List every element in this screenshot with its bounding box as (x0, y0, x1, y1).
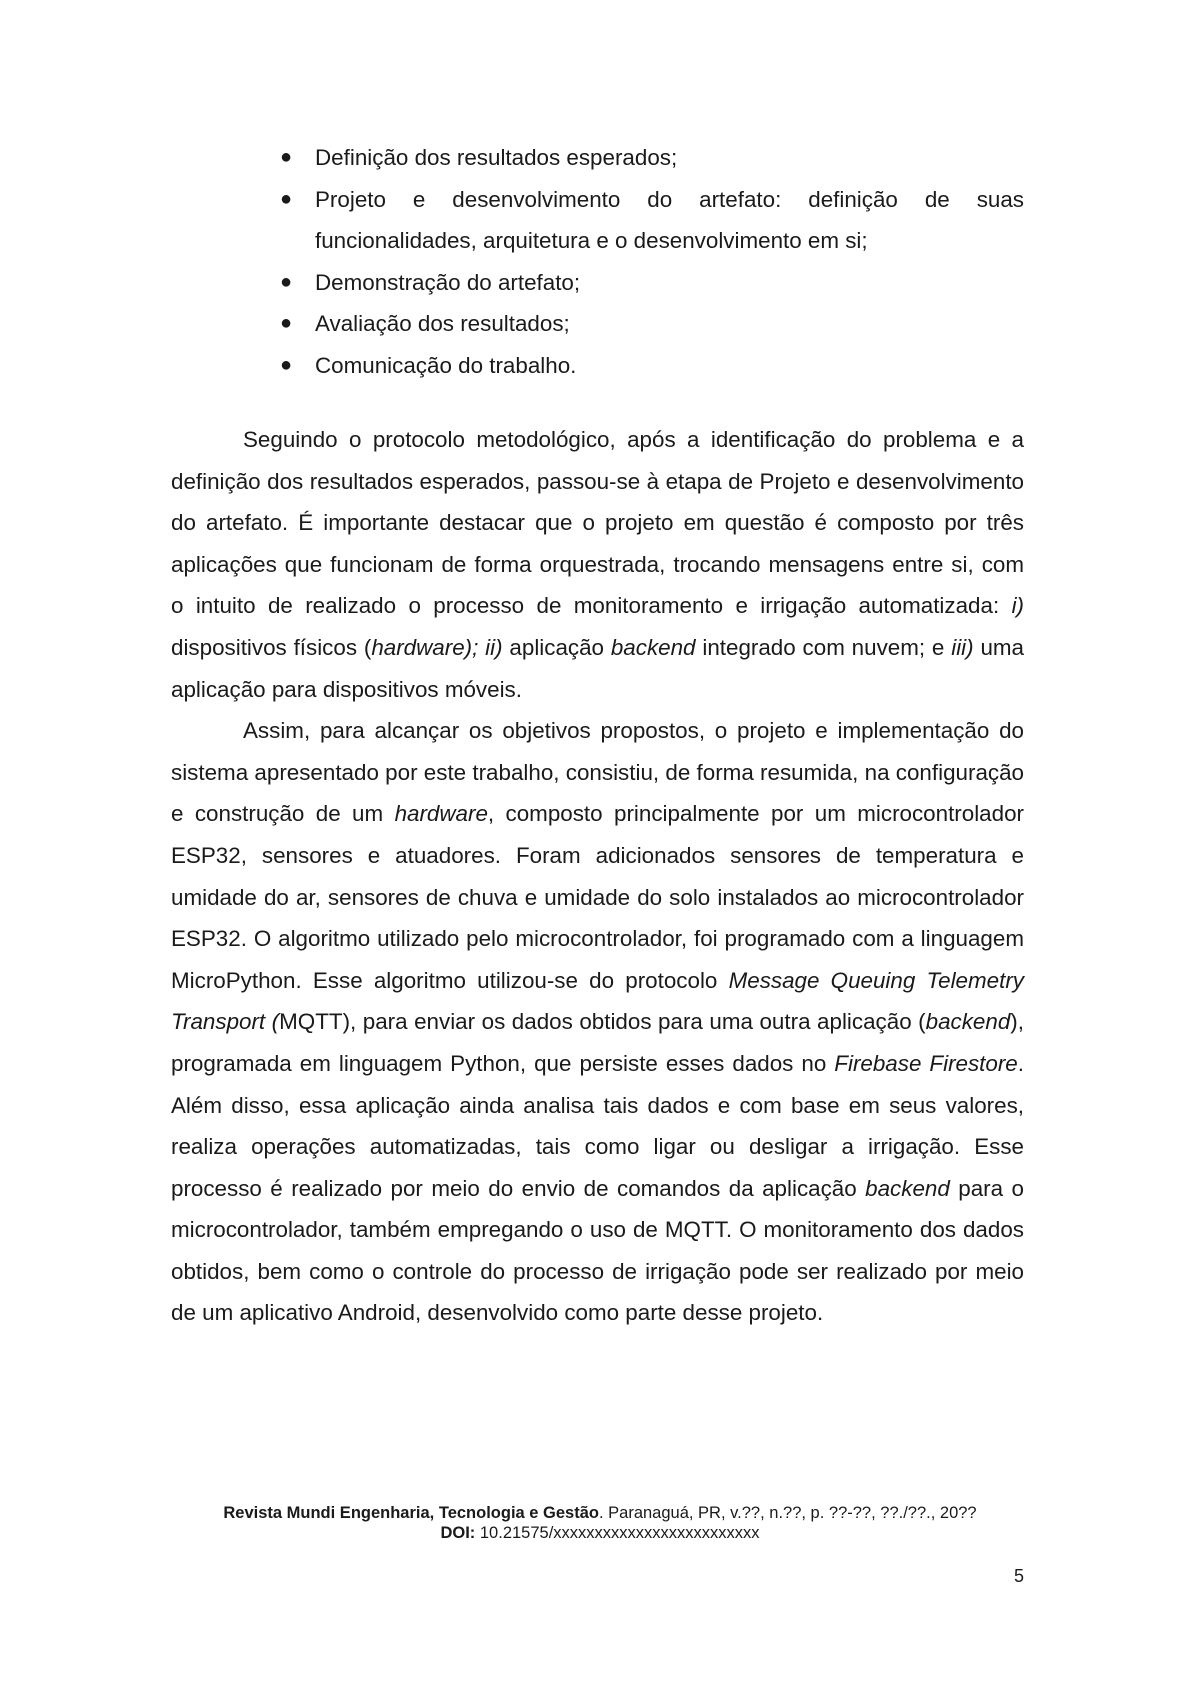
list-item (280, 345, 1024, 387)
list-item-text: Avaliação dos resultados; (315, 311, 570, 336)
bullet-icon: ● (280, 353, 293, 376)
bullet-icon: ● (280, 270, 293, 293)
doi-label: DOI: (440, 1524, 476, 1542)
paragraph-methodology: Seguindo o protocolo metodológico, após a identificação do problema e a definição dos resultados esperados, passou-se à etapa de Projeto e desenvolvimento do artefato. É importante destacar que o projeto em questão é composto por três aplicações que funcionam de forma orquestrada, trocando mensagens entre si, com o intuito de realizado o processo de monitoramento e irrigação automatizada: i) dispositivos físicos (hardware); ii) aplicação backend integrado com nuvem; e iii) uma aplicação para dispositivos móveis. (171, 427, 1024, 702)
citation-line (100, 1503, 1100, 1523)
list-item (280, 137, 1024, 179)
doi-line (100, 1523, 1100, 1543)
page-number: 5 (1013, 1566, 1024, 1586)
list-item-text: Definição dos resultados esperados; (315, 145, 678, 170)
bullet-icon: ● (280, 146, 293, 168)
list-item (280, 179, 1024, 262)
list-item-text: Demonstração do artefato; (315, 269, 581, 295)
paragraph-implementation: Assim, para alcançar os objetivos propostos, o projeto e implementação do sistema apresentado por este trabalho, consistiu, de forma resumida, na configuração e construção de um hardware, composto principalmente por um microcontrolador ESP32, sensores e atuadores. Foram adicionados sensores de temperatura e umidade do ar, sensores de chuva e umidade do solo instalados ao microcontrolador ESP32. O algoritmo utilizado pelo microcontrolador, foi programado com a linguagem MicroPython. Esse algoritmo utilizou-se do protocolo Message Queuing Telemetry Transport (MQTT), para enviar os dados obtidos para uma outra aplicação (backend), programada em linguagem Python, que persiste esses dados no Firebase Firestore. Além disso, essa aplicação ainda analisa tais dados e com base em seus valores, realiza operações automatizadas, tais como ligar ou desligar a irrigação. Esse processo é realizado por meio do envio de comandos da aplicação backend para o microcontrolador, também empregando o uso de MQTT. O monitoramento dos dados obtidos, bem como o controle do processo de irrigação pode ser realizado por meio de um aplicativo Android, desenvolvido como parte desse projeto. (171, 718, 1025, 1326)
journal-footer (100, 1503, 1100, 1543)
list-item (280, 303, 1024, 345)
list-item-text: Projeto e desenvolvimento do artefato: definição de suas funcionalidades, arquitetura e o desenvolvimento em si; (315, 186, 1024, 253)
doi-value: 10.21575/xxxxxxxxxxxxxxxxxxxxxxxxx (475, 1524, 760, 1542)
method-steps-list (280, 137, 1024, 386)
journal-name: Revista Mundi Engenharia, Tecnologia e Gestão (223, 1504, 599, 1522)
body-text (171, 419, 1024, 1334)
list-item-text: Comunicação do trabalho. (315, 352, 577, 378)
list-item (280, 262, 1024, 304)
citation-details: . Paranaguá, PR, v.??, n.??, p. ??-??, ??./??., 20?? (598, 1504, 977, 1522)
bullet-icon: ● (280, 187, 293, 210)
bullet-icon: ● (280, 312, 293, 334)
